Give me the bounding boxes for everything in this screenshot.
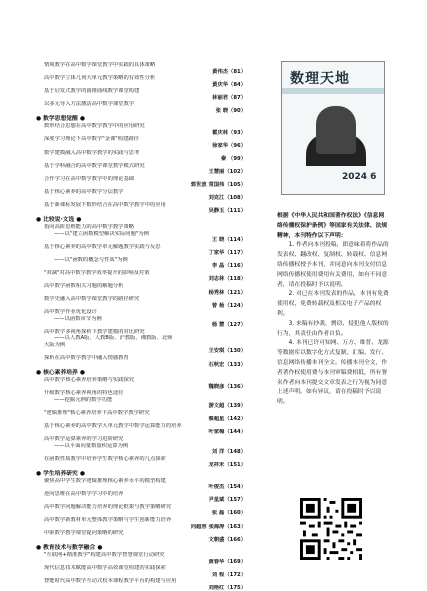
toc-entry[interactable] [36, 257, 248, 270]
toc-entry[interactable] [36, 316, 248, 329]
toc-entry-title: 智能时代高中数学互动式校本课程教学平台的构建与应用 [44, 578, 177, 585]
toc-entry[interactable] [36, 231, 248, 244]
toc-entry[interactable] [36, 123, 248, 136]
toc-entry-author-page: 张 晓（90） [215, 107, 246, 114]
toc-entry-title: 基于核心素养的高中数学大单元教学中数学运算能力的培养 [44, 422, 182, 429]
toc-entry[interactable] [36, 136, 248, 149]
toc-entry[interactable] [36, 342, 248, 355]
toc-entry-title: 基于新课标发展下数形结合在高中数学教学中的应用 [44, 201, 166, 208]
notice-heading: 根据《中华人民共和国著作权法》《信息网络传播权保护条例》等国家有关法律、法规精神，本刊特作以下声明： [277, 213, 388, 239]
toc-section-heading: ● 学生培养研究 ● [36, 470, 85, 477]
toc-entry-title: 现代信息技术赋能高中数学高效课堂构建的实践探索 [44, 565, 166, 572]
toc-entry-title: 大版为例 [44, 341, 66, 348]
toc-entry-author-page: 文朝盛（166） [208, 536, 246, 543]
toc-entry-title: 在函数性质教学中培养学生数学核心素养的几点探索 [44, 455, 166, 462]
toc-entry-title: 高中数学立体几何大单元教学策略的有效性分析 [44, 75, 156, 82]
toc-section-heading: ● 比较说·文选 ● [36, 217, 82, 224]
toc-entry-author-page: 刘克江（108） [208, 195, 246, 202]
toc-entry-title: 基于学科融合的高中数学课堂教学模式研究 [44, 162, 145, 169]
toc-entry-title: ——挖掘元例的数学功能 [54, 396, 113, 403]
toc-entry[interactable] [36, 150, 248, 163]
cover-issue: 2024 6 [342, 172, 377, 182]
toc-entry-author-page: 杨秀林（121） [208, 289, 246, 296]
toc-entry[interactable] [36, 585, 248, 591]
toc-entry-title: ——以"函数的概念与性质"为例 [54, 256, 128, 263]
toc-entry-title: 情境教学在高中数学课堂教学中实践的具体策略 [44, 62, 156, 68]
toc-entry-author-page: 蔡超星（142） [208, 416, 246, 423]
toc-entry-author-page: 龙祥未（151） [208, 462, 246, 469]
toc-section-heading: ● 数学思想觉醒 ● [36, 116, 85, 123]
toc-entry[interactable] [36, 377, 248, 390]
toc-entry-author-page: 尹星斌（157） [208, 497, 246, 504]
toc-entry-author-page: 李 晶（116） [211, 263, 246, 270]
toc-entry-author-page: 刘 洋（148） [211, 449, 246, 456]
toc-entry[interactable] [36, 270, 248, 283]
toc-entry-author-page: 魏晓彦（136） [208, 383, 246, 390]
toc-entry-author-page: 刘艳红（175） [208, 584, 246, 591]
notice-paragraph: 4. 本刊已许可知网、万方、维普、龙源等数据库以数字化方式复制、汇编、发行、信息网络传播本刊全文。传播本刊全文，作者著作权使用费与本刊审稿费相抵，所有署名作者向本刊提交文章发表之行为视为同意上述声明。如有异议，请在投稿时予以说明。 [277, 340, 389, 406]
toc-entry-title: 高中数学运算素养的学习进阶研究 [44, 435, 124, 442]
toc-entry-author-page: 黄伟杰（81） [212, 68, 246, 75]
qr-code[interactable] [300, 498, 362, 560]
toc-entry-author-page: 向超容 张海涛（163） [190, 523, 246, 530]
toc-entry-title: 数形结合思想在高中数学教学中的应用研究 [44, 123, 145, 130]
toc-entry[interactable] [36, 101, 248, 114]
toc-entry-author-page: 刘志林（118） [208, 276, 246, 283]
toc-entry-title: 升级数学核心素养视角的特色途径 [44, 390, 124, 397]
toc-entry-author-page: 王安琪（130） [208, 348, 246, 355]
toc-entry[interactable] [36, 244, 248, 257]
notice-paragraph: 1. 作者向本刊投稿，即意味着将作品的发表权、翻改权、复制权、转载权、信息网络传播权授予本刊，并同意向本刊支付信息网络传播权使用费用有关费用，如有不同意者，请在投稿时予以说明。 [277, 242, 389, 288]
toc-entry-author-page: 徐家华（96） [212, 143, 246, 150]
toc-entry[interactable] [36, 443, 248, 456]
toc-entry-author-page: 张 磊（160） [211, 510, 246, 517]
toc-entry[interactable] [36, 88, 248, 101]
cover-band [282, 88, 384, 94]
toc-entry-title: 中职数学教学课堂提问策略的研究 [44, 530, 124, 537]
toc-entry[interactable] [36, 530, 248, 543]
toc-entry-author-page: 丁家华（117） [208, 250, 246, 257]
toc-entry-title: 合作学习在高中数学教学中的理论基础 [44, 175, 135, 182]
toc-entry-title: 高中数学多视角探析下教学建模的对比研究 [44, 328, 145, 335]
toc-entry[interactable] [36, 283, 248, 296]
toc-entry[interactable] [36, 397, 248, 410]
toc-entry-title: 高中数学新教材单元整体教学策略与学生创新能力培养 [44, 517, 172, 523]
toc-entry-title: "互联网+精准教学"构建高中数学智慧课堂行动研究 [44, 552, 165, 559]
toc-entry-title: 高中数学问题解决能力培养的理论框架与教学策略研究 [44, 503, 172, 510]
toc-entry-title: 数学史融入高中数学课堂教学的路径研究 [44, 296, 140, 303]
toc-entry-title: 高中数学核心素养培养策略与实践探究 [44, 377, 135, 384]
toc-entry-author-page: 秦 （99） [220, 156, 246, 163]
toc-entry-author-page: 林丽君（87） [212, 94, 246, 101]
toc-entry-author-page: 游文超（139） [208, 403, 246, 410]
toc-entry[interactable] [36, 176, 248, 189]
toc-entry-author-page: 霍庆林（93） [212, 129, 246, 136]
toc-entry[interactable] [36, 296, 248, 309]
toc-entry-author-page: 王 晓（114） [211, 237, 246, 244]
toc-entry-title: 深度学习理论下高中数学"金课"构建路径 [44, 136, 139, 143]
toc-entry-author-page: 吴静玉（111） [208, 208, 246, 215]
toc-entry-author-page: 曾 杨（124） [211, 302, 246, 309]
toc-entry[interactable] [36, 491, 248, 504]
toc-entry-title: "逻辑推理"核心素养培养下高中数学教学研究 [44, 409, 150, 416]
cover-title: 数理天地 [290, 71, 350, 87]
toc-entry-title: 聚焦高中学生数学逻辑推理核心素养水平的模型构建 [44, 477, 166, 484]
toc-entry-title: ——以函数章节为例 [54, 315, 102, 322]
toc-entry-title: 基于核心素养的高中数学分层教学 [44, 188, 124, 195]
toc-entry-author-page: 石秋宏（133） [208, 361, 246, 368]
toc-entry-title: "双减"对高中数学教学效率提升的影响及对策 [44, 269, 150, 276]
toc-entry[interactable] [36, 462, 248, 469]
toc-entry-title: 以多元导入方法激活高中数学课堂教学 [44, 101, 135, 108]
toc-entry[interactable] [36, 355, 248, 368]
toc-section-heading: ● 教育技术与数学融合 ● [36, 545, 103, 552]
toc-entry-title: ——以平面向量数量积运算为例 [54, 442, 129, 449]
toc-entry-author-page: 王慧丽（102） [208, 169, 246, 176]
toc-entry[interactable] [36, 202, 248, 215]
toc-entry-title: ——以人教A版、人教B版、沪教版、湘教版、北师 [54, 335, 173, 342]
toc-entry[interactable] [36, 62, 248, 75]
toc-entry-author-page: 叶俊杰（154） [208, 484, 246, 491]
toc-entry-title: 高中数学函数相关习题的解题分析 [44, 282, 124, 289]
toc-entry-title: 基于启发式教学的圆锥曲线数学课堂构建 [44, 88, 140, 95]
toc-entry-author-page: 黄庆华（84） [212, 81, 246, 88]
table-of-contents [36, 62, 248, 591]
toc-entry-title: 逆向思维在高中数学学习中的培养 [44, 490, 124, 497]
magazine-cover [281, 61, 385, 195]
toc-section-heading: ● 核心素养培养 ● [36, 370, 85, 377]
toc-entry[interactable] [36, 163, 248, 176]
toc-entry-author-page: 黄春华（169） [208, 558, 246, 565]
toc-entry-title: 高中数学作业优化设计 [44, 309, 97, 316]
toc-entry-title: ——以"建立函数模型解决实际问题"为例 [54, 230, 149, 237]
toc-entry-title: 数学建模融入高中数学教学的实践与思考 [44, 149, 140, 156]
toc-entry-title: 指向高阶思维能力的高中数学教学策略 [44, 224, 135, 231]
toc-entry-title: 基于核心素养的高中数学单元解题教学实践与反思 [44, 243, 161, 250]
toc-entry-author-page: 叶家梅（144） [208, 429, 246, 436]
toc-entry[interactable] [36, 75, 248, 88]
cover-portrait [316, 106, 356, 154]
toc-entry-author-page: 郭世波 常国伟（105） [190, 182, 246, 189]
toc-entry-author-page: 刘 程（172） [211, 571, 246, 578]
toc-entry[interactable] [36, 189, 248, 202]
toc-entry-title: 探析在高中数学教学中融入情感教育 [44, 354, 129, 361]
notice-paragraph: 3. 来稿有抄袭，剽窃、侵犯他人版权的行为，其责任由作者自负。 [277, 320, 389, 337]
copyright-notice [277, 212, 389, 408]
notice-paragraph: 2. 对已在本刊发表的作品，本刊有免费使用权，免费转载权及相关电子产品的权利。 [277, 291, 389, 317]
toc-entry-author-page: 杨 慧（127） [211, 322, 246, 329]
